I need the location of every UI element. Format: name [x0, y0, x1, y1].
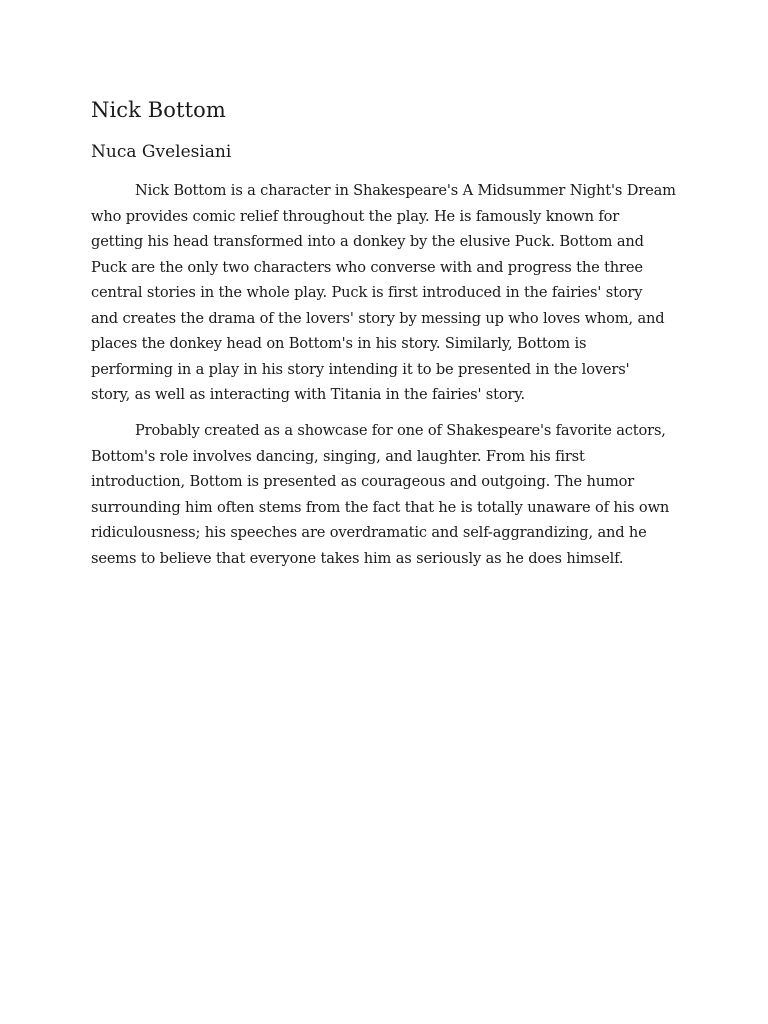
paragraph-line: story, as well as interacting with Titania in the fairies' story.	[91, 386, 525, 403]
paragraph-line: places the donkey head on Bottom's in his story. Similarly, Bottom is	[91, 335, 587, 352]
paragraph-line: performing in a play in his story intending it to be presented in the lovers'	[91, 360, 630, 378]
paragraph-line: who provides comic relief throughout the play. He is famously known for	[91, 207, 620, 225]
paragraph-line: surrounding him often stems from the fact that he is totally unaware of his own	[91, 498, 670, 516]
paragraph-line: and creates the drama of the lovers' story by messing up who loves whom, and	[91, 309, 665, 327]
paragraph-line: Puck are the only two characters who converse with and progress the three	[91, 258, 643, 276]
document-title: Nick Bottom	[91, 98, 226, 122]
paragraph-line: Nick Bottom is a character in Shakespeare's A Midsummer Night's Dream	[135, 182, 676, 199]
author-name: Nuca Gvelesiani	[91, 142, 232, 162]
paragraph-line: Probably created as a showcase for one of Shakespeare's favorite actors,	[135, 422, 666, 439]
body-paragraph-1	[91, 178, 691, 408]
paragraph-line: getting his head transformed into a donkey by the elusive Puck. Bottom and	[91, 233, 644, 250]
paragraph-line: central stories in the whole play. Puck is first introduced in the fairies' story	[91, 284, 643, 301]
paragraph-line: seems to believe that everyone takes him as seriously as he does himself.	[91, 549, 624, 567]
paragraph-line: introduction, Bottom is presented as courageous and outgoing. The humor	[91, 473, 635, 490]
paragraph-line: Bottom's role involves dancing, singing, and laughter. From his first	[91, 447, 585, 465]
body-paragraph-2	[91, 418, 691, 571]
paragraph-line: ridiculousness; his speeches are overdramatic and self-aggrandizing, and he	[91, 524, 647, 541]
